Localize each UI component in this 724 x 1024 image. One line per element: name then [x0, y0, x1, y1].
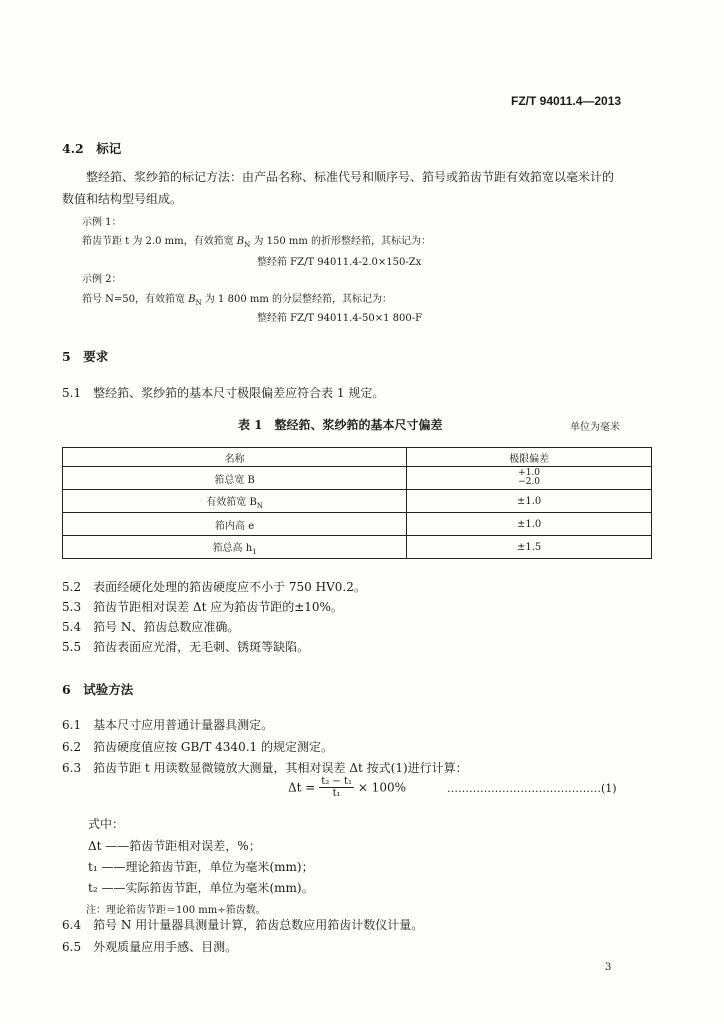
table-row — [63, 467, 652, 490]
example-2-label: 示例 2： — [82, 274, 122, 285]
ex1-symbol: B — [236, 236, 245, 247]
clause-6-4: 6.4 筘号 N 用计量器具测量计算，筘齿总数应用筘齿计数仪计量。 — [62, 918, 424, 932]
formula-denominator: t₁ — [332, 788, 341, 799]
table-row — [63, 490, 652, 513]
table-1 — [62, 447, 652, 559]
table-row — [63, 536, 652, 559]
tolerance-lower: −2.0 — [518, 477, 541, 487]
formula-fraction — [319, 776, 354, 799]
ex1-part-a: 筘齿节距 t 为 2.0 mm，有效筘宽 — [82, 236, 237, 247]
ex1-symbol-sub: N — [244, 241, 251, 249]
example-2-text — [82, 290, 392, 307]
section-6-title: 6 试验方法 — [62, 682, 134, 697]
clause-6-1: 6.1 基本尺寸应用普通计量器具测定。 — [62, 718, 274, 732]
example-1-mark: 整经筘 FZ/T 94011.4-2.0×150-Zx — [257, 257, 422, 268]
example-1-label: 示例 1： — [82, 217, 122, 228]
table-cell-name: 筘内高 e — [63, 513, 407, 536]
clause-6-3: 6.3 筘齿节距 t 用读数显微镜放大测量，其相对误差 Δt 按式(1)进行计算： — [62, 761, 468, 775]
table-cell-name — [63, 490, 407, 513]
definition-t2: t₂ ——实际筘齿节距，单位为毫米(mm)。 — [88, 881, 314, 895]
clause-5-1: 5.1 整经筘、浆纱筘的基本尺寸极限偏差应符合表 1 规定。 — [62, 386, 385, 400]
ex2-part-b: 为 1 800 mm 的分层整经筘，其标记为： — [201, 294, 393, 305]
table-cell-tolerance — [407, 467, 652, 490]
example-2-mark: 整经筘 FZ/T 94011.4-50×1 800-F — [257, 313, 423, 324]
clause-5-4: 5.4 筘号 N、筘齿总数应准确。 — [62, 620, 240, 634]
clause-5-2: 5.2 表面经硬化处理的筘齿硬度应不小于 750 HV0.2。 — [62, 580, 366, 594]
name-main: 有效筘宽 B — [206, 496, 257, 508]
page-number: 3 — [605, 962, 612, 973]
formula-number: ……………………………………(1) — [447, 782, 617, 795]
definition-delta-t: Δt ——筘齿节距相对误差，%； — [88, 839, 261, 853]
clause-6-2: 6.2 筘齿硬度值应按 GB/T 4340.1 的规定测定。 — [62, 740, 333, 754]
clause-5-5: 5.5 筘齿表面应光滑，无毛刺、锈斑等缺陷。 — [62, 640, 310, 654]
ex2-part-a: 筘号 N=50，有效筘宽 — [82, 294, 189, 305]
section-5-title: 5 要求 — [62, 349, 109, 364]
table-cell-tolerance: ±1.5 — [407, 536, 652, 559]
s42-paragraph-line1: 整经筘、浆纱筘的标记方法：由产品名称、标准代号和顺序号、筘号或筘齿节距有效筘宽以毫米计的 — [86, 170, 615, 184]
table-cell-tolerance: ±1.0 — [407, 513, 652, 536]
table-header-tolerance: 极限偏差 — [407, 448, 652, 467]
note: 注：理论筘齿节距＝100 mm÷筘齿数。 — [86, 905, 266, 916]
name-sub: 1 — [252, 547, 257, 556]
name-sub: N — [256, 501, 263, 510]
table-cell-tolerance: ±1.0 — [407, 490, 652, 513]
table-1-unit: 单位为毫米 — [570, 422, 620, 433]
tolerance-upper: +1.0 — [518, 468, 541, 478]
where-label: 式中： — [88, 817, 125, 831]
formula-1 — [288, 776, 406, 799]
example-1-text — [82, 232, 431, 249]
ex1-part-b: 为 150 mm 的折形整经筘，其标记为： — [250, 236, 432, 247]
clause-6-5: 6.5 外观质量应用手感、目测。 — [62, 940, 238, 954]
ex2-symbol-sub: N — [195, 299, 202, 307]
definition-t1: t₁ ——理论筘齿节距，单位为毫米(mm)； — [88, 860, 314, 874]
table-1-title: 表 1 整经筘、浆纱筘的基本尺寸偏差 — [238, 418, 443, 432]
table-row — [63, 513, 652, 536]
tolerance-stack — [518, 469, 540, 487]
standard-number: FZ/T 94011.4—2013 — [511, 94, 622, 108]
clause-5-3: 5.3 筘齿节距相对误差 Δt 应为筘齿节距的±10%。 — [62, 600, 343, 614]
formula-numerator: t₂ − t₁ — [321, 776, 352, 787]
table-header-name: 名称 — [63, 448, 407, 467]
s42-paragraph-line2: 数值和结构型号组成。 — [62, 192, 183, 206]
table-cell-name: 筘总宽 B — [63, 467, 407, 490]
formula-lhs: Δt = — [288, 780, 316, 795]
ex2-symbol: B — [188, 294, 196, 305]
name-main: 筘总高 h — [212, 542, 253, 554]
formula-rhs: × 100% — [357, 780, 406, 795]
section-4-2-title: 4.2 标记 — [62, 141, 122, 156]
table-cell-name — [63, 536, 407, 559]
